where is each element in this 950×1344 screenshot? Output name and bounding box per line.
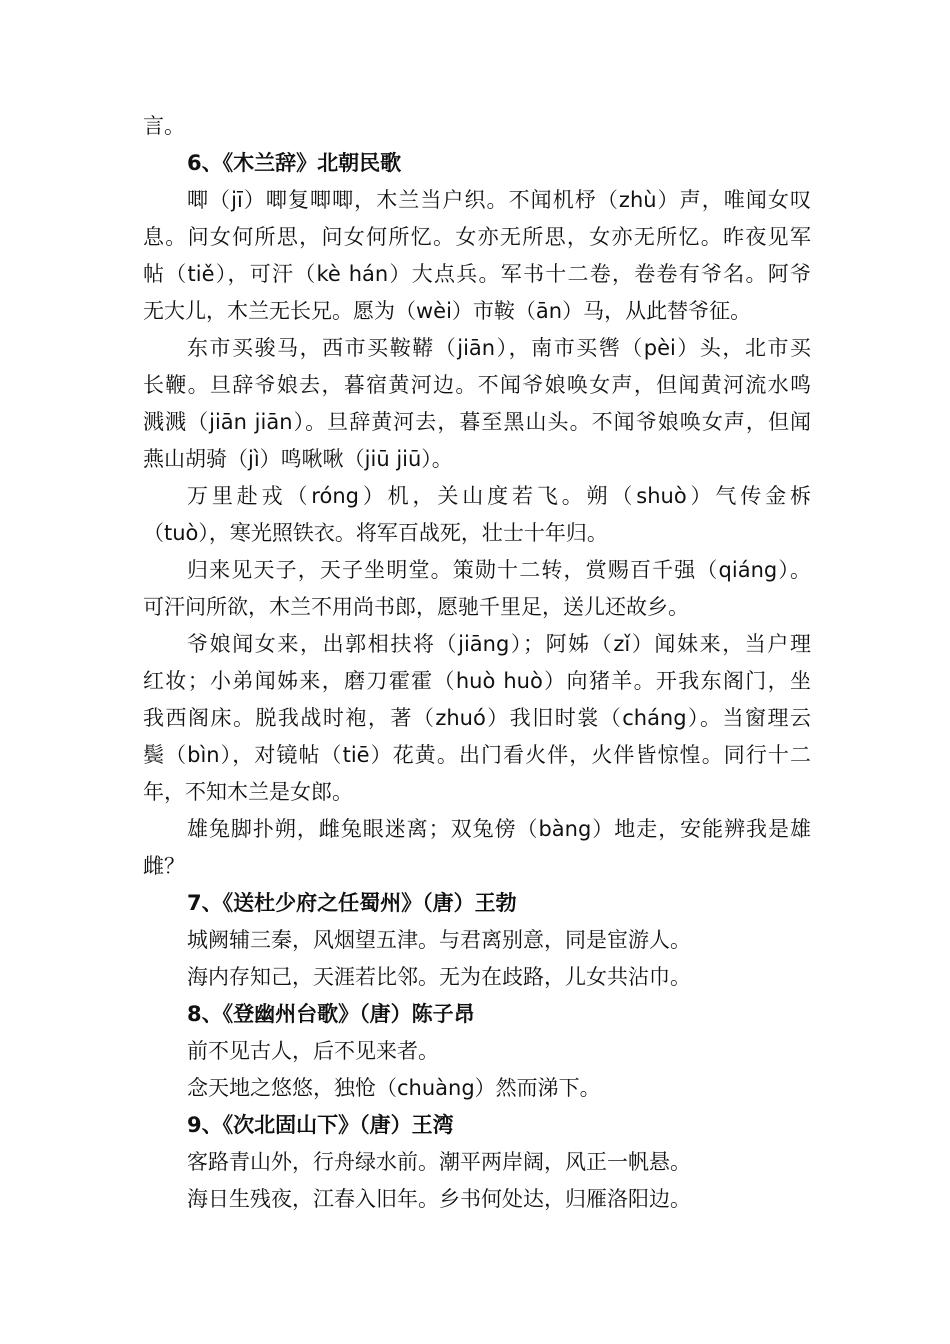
text-line: 无大儿，木兰无长兄。愿为（wèi）市鞍（ān）马，从此替爷征。 (143, 299, 752, 323)
text-line: 可汗问所欲，木兰不用尚书郎，愿驰千里足，送儿还故乡。 (143, 595, 689, 619)
text-line: 海日生残夜，江春入旧年。乡书何处达，归雁洛阳边。 (187, 1187, 691, 1211)
text-line: 爷娘闻女来，出郭相扶将（jiāng）；阿姊（zǐ）闻妹来，当户理 (187, 632, 811, 656)
text-line: 客路青山外，行舟绿水前。潮平两岸阔，风正一帆悬。 (187, 1150, 691, 1174)
text-line: 归来见天子，天子坐明堂。策勋十二转，赏赐百千强（qiáng）。 (187, 558, 811, 582)
text-line: 雄兔脚扑朔，雌兔眼迷离；双兔傍（bàng）地走，安能辨我是雄 (187, 817, 811, 841)
section-heading: 7、《送杜少府之任蜀州》（唐）王勃 (187, 891, 517, 915)
text-line: 雌？ (143, 854, 185, 878)
text-line: 长鞭。旦辞爷娘去，暮宿黄河边。不闻爷娘唤女声，但闻黄河流水鸣 (143, 373, 811, 397)
text-line: 红妆；小弟闻姊来，磨刀霍霍（huò huò）向猪羊。开我东阁门，坐 (143, 669, 811, 693)
text-line: 言。 (143, 114, 185, 138)
section-heading: 9、《次北固山下》（唐）王湾 (187, 1113, 454, 1137)
text-line: 城阙辅三秦，风烟望五津。与君离别意，同是宦游人。 (187, 928, 691, 952)
text-line: 东市买骏马，西市买鞍鞯（jiān），南市买辔（pèi）头，北市买 (187, 336, 811, 360)
text-line: 海内存知己，天涯若比邻。无为在歧路，儿女共沾巾。 (187, 965, 691, 989)
text-line: 念天地之悠悠，独怆（chuàng）然而涕下。 (187, 1076, 601, 1100)
text-line: 我西阁床。脱我战时袍，著（zhuó）我旧时裳（cháng）。当窗理云 (143, 706, 811, 730)
text-line: 唧（jī）唧复唧唧，木兰当户织。不闻机杼（zhù）声，唯闻女叹 (187, 188, 811, 212)
text-line: 燕山胡骑（jì）鸣啾啾（jiū jiū）。 (143, 447, 453, 471)
text-line: 帖（tiě），可汗（kè hán）大点兵。军书十二卷，卷卷有爷名。阿爷 (143, 262, 811, 286)
text-line: 息。问女何所思，问女何所忆。女亦无所思，女亦无所忆。昨夜见军 (143, 225, 811, 249)
text-line: 前不见古人，后不见来者。 (187, 1039, 439, 1063)
text-line: 溅溅（jiān jiān）。旦辞黄河去，暮至黑山头。不闻爷娘唤女声，但闻 (143, 410, 811, 434)
text-line: （tuò），寒光照铁衣。将军百战死，壮士十年归。 (143, 521, 608, 545)
section-heading: 8、《登幽州台歌》（唐）陈子昂 (187, 1002, 475, 1026)
text-line: 万里赴戎（róng）机，关山度若飞。朔（shuò）气传金柝 (187, 484, 811, 508)
text-line: 鬓（bìn），对镜帖（tiē）花黄。出门看火伴，火伴皆惊惶。同行十二 (143, 743, 811, 767)
text-line: 年，不知木兰是女郎。 (143, 780, 353, 804)
section-heading: 6、《木兰辞》北朝民歌 (187, 151, 402, 175)
